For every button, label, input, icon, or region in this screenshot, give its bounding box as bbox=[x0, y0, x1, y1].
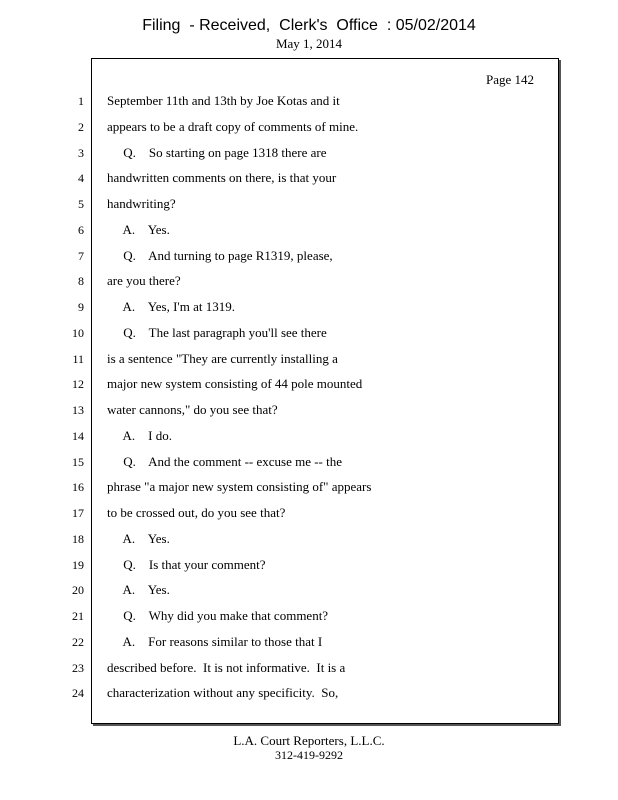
transcript-line bbox=[0, 248, 560, 266]
line-text: handwriting? bbox=[107, 196, 176, 211]
transcript-line bbox=[0, 222, 560, 240]
transcript-line bbox=[0, 428, 560, 446]
transcript-line bbox=[0, 196, 560, 214]
line-number: 14 bbox=[72, 428, 84, 443]
line-number: 17 bbox=[72, 506, 84, 520]
line-number: 7 bbox=[78, 248, 84, 263]
line-text: Q. Why did you make that comment? bbox=[107, 608, 329, 623]
line-number: 24 bbox=[72, 686, 84, 701]
line-number: 23 bbox=[72, 660, 84, 675]
line-text: A. For reasons similar to those that I bbox=[107, 633, 323, 649]
transcript-line bbox=[0, 145, 560, 163]
transcript-line bbox=[0, 608, 560, 626]
line-text: Q. And the comment -- excuse me -- the bbox=[107, 453, 343, 469]
filing-stamp: Filing - Received, Clerk's Office : 05/02/2014 bbox=[142, 17, 476, 34]
transcript-line bbox=[0, 299, 560, 317]
line-text: A. Yes, I'm at 1319. bbox=[107, 299, 236, 314]
line-text: September 11th and 13th by Joe Kotas and it bbox=[107, 93, 340, 108]
transcript-line bbox=[0, 479, 560, 497]
line-text: major new system consisting of 44 pole mounted bbox=[107, 376, 363, 392]
line-text: A. Yes. bbox=[107, 530, 170, 546]
line-number: 19 bbox=[72, 557, 84, 572]
transcript-line bbox=[0, 454, 560, 472]
line-text: Q. And turning to page R1319, please, bbox=[107, 247, 333, 263]
transcript-line bbox=[0, 119, 560, 137]
line-number: 18 bbox=[72, 531, 84, 546]
line-number: 2 bbox=[78, 119, 84, 134]
line-text: are you there? bbox=[107, 273, 181, 289]
transcript-line bbox=[0, 402, 560, 420]
transcript-line bbox=[0, 660, 560, 678]
line-number: 6 bbox=[78, 222, 84, 237]
line-number: 12 bbox=[72, 377, 84, 392]
line-number: 21 bbox=[72, 609, 84, 623]
line-text: phrase "a major new system consisting of" appears bbox=[107, 479, 372, 495]
reporter-company: L.A. Court Reporters, L.L.C. bbox=[233, 733, 385, 748]
line-text: handwritten comments on there, is that your bbox=[107, 170, 337, 186]
line-number: 1 bbox=[78, 94, 84, 108]
line-text: A. Yes. bbox=[107, 582, 170, 598]
line-number: 15 bbox=[72, 454, 84, 469]
line-text: A. Yes. bbox=[107, 221, 170, 237]
line-number: 13 bbox=[72, 403, 84, 417]
transcript-line bbox=[0, 531, 560, 549]
transcript-line bbox=[0, 505, 560, 523]
deposition-date: May 1, 2014 bbox=[275, 36, 343, 51]
transcript-line bbox=[0, 325, 560, 343]
line-number: 16 bbox=[72, 480, 84, 495]
line-text: to be crossed out, do you see that? bbox=[107, 505, 286, 520]
line-number: 20 bbox=[72, 583, 84, 598]
line-number: 3 bbox=[78, 145, 84, 160]
line-text: Q. The last paragraph you'll see there bbox=[107, 324, 327, 340]
line-number: 9 bbox=[78, 300, 84, 314]
transcript-line bbox=[0, 170, 560, 188]
line-number: 10 bbox=[72, 325, 84, 340]
line-text: A. I do. bbox=[107, 427, 172, 443]
line-text: appears to be a draft copy of comments of mine. bbox=[107, 118, 359, 134]
line-number: 11 bbox=[72, 351, 84, 366]
line-number: 22 bbox=[72, 634, 84, 649]
transcript-line bbox=[0, 376, 560, 394]
line-text: characterization without any specificity. So, bbox=[107, 685, 339, 701]
reporter-phone: 312-419-9292 bbox=[275, 748, 343, 762]
line-number: 5 bbox=[78, 197, 84, 211]
line-text: Q. So starting on page 1318 there are bbox=[107, 144, 327, 160]
transcript-line bbox=[0, 634, 560, 652]
line-text: is a sentence "They are currently installing a bbox=[107, 350, 338, 366]
transcript-line bbox=[0, 685, 560, 703]
transcript-line bbox=[0, 351, 560, 369]
line-number: 8 bbox=[78, 274, 84, 289]
transcript-line bbox=[0, 582, 560, 600]
transcript-line bbox=[0, 273, 560, 291]
line-text: Q. Is that your comment? bbox=[107, 556, 266, 572]
page-number: Page 142 bbox=[486, 72, 535, 87]
transcript-line bbox=[0, 557, 560, 575]
line-number: 4 bbox=[78, 171, 84, 186]
transcript-line bbox=[0, 93, 560, 111]
line-text: described before. It is not informative. It is a bbox=[107, 659, 346, 675]
line-text: water cannons," do you see that? bbox=[107, 402, 278, 417]
